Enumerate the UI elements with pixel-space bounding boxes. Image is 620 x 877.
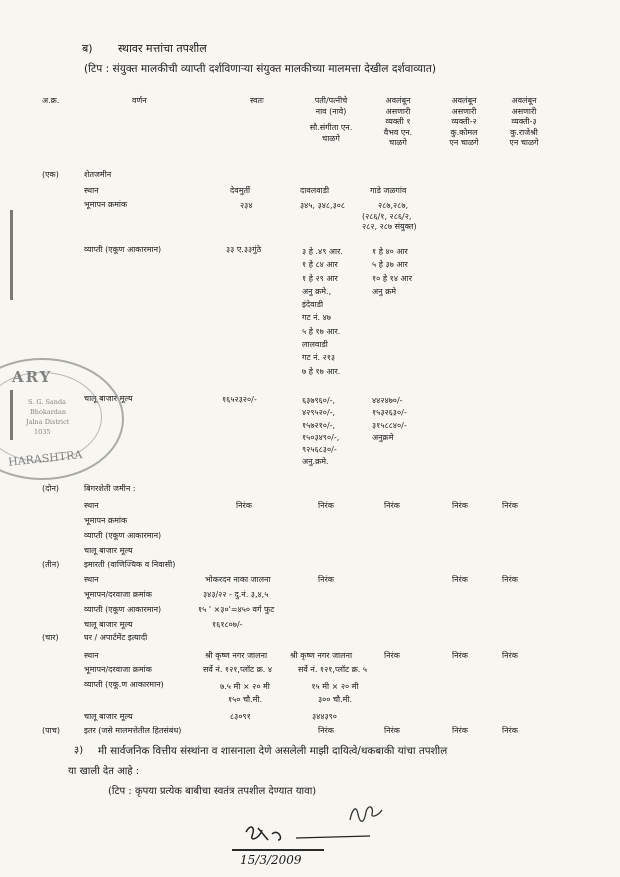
s3-dep3-nil: निरंक [502,575,518,584]
stamp-reg: 1035 [34,428,51,436]
s2-dep3-nil: निरंक [502,501,518,510]
main-signature [238,818,378,852]
s5-spouse-nil: निरंक [318,726,334,735]
s1-label-value: चालू बाजार मूल्य [84,394,133,403]
s4-area-self: ७.५ मी × २० मी १५० चौ.मी. [220,682,270,704]
stamp-place: Bhokardan [30,408,67,416]
s4-label-value: चालू बाजार मूल्य [84,712,133,721]
s4-area-spouse: १५ मी × २० मी ३०० चौ.मी. [311,682,359,704]
s4-dep2-nil: निरंक [452,651,468,660]
s4-place-spouse: श्री कृष्ण नगर जालना [290,651,353,660]
s3-label-survey: भूमापन/दरवाजा क्रमांक [84,590,152,599]
s3-label-area: व्याप्ती (एकूण आकारमान) [84,605,162,614]
stamp-bottom-text: HARASHTRA [7,448,83,469]
s3-value-self: १६१८०७/- [212,620,243,629]
item3-note: (टिप : कृपया प्रत्येक बाबीचा स्वतंत्र तपशील देण्यात यावा) [108,786,317,797]
s1-place-dep1: गाडे जळगांव [370,186,407,195]
s3-label-value: चालू बाजार मूल्य [84,620,133,629]
s2-label-place: स्थान [84,501,99,510]
s3-label-place: स्थान [84,575,99,584]
s3-number: (तीन) [42,560,60,569]
stamp-name: S. G. Sanda [28,398,66,406]
stamp-top-text: ARY [12,368,53,386]
header-dependent-3: अवलंबून असणारी व्यक्ती-३ कु.राजेश्री एन चाळगे [509,96,539,147]
header-self: स्वतः [250,96,264,105]
s2-title: बिगरशेती जमीन : [84,484,136,493]
header-spouse: पती/पत्नीचे नाव (नावे) सौ.संगीता एन. चाळगे [309,96,353,143]
s2-dep1-nil: निरंक [384,501,400,510]
s4-title: घर / अपार्टमेंट इत्यादी [84,633,148,642]
s1-place-spouse: दावलवाडी [300,186,330,195]
section-note: (टिप : संयुक्त मालकीची व्याप्ती दर्शविणाऱ्या संयुक्त मालकीच्या मालमत्ता देखील दर्शवाव्यात) [84,63,436,75]
item3-line2: या खाली देत आहे : [68,766,140,777]
s2-self-nil: निरंक [236,501,252,510]
item3-line1: मी सार्वजनिक वित्तीय संस्थांना व शासनाला देणे असलेली माझी दायित्वे/थकबाकी यांचा तपशील [98,745,448,757]
s1-label-area: व्याप्ती (एकूण आकारमान) [84,245,162,254]
s1-survey-self: २३४ [240,201,253,210]
s4-dep1-nil: निरंक [384,651,400,660]
section-number: ब) [82,42,93,55]
s3-spouse-nil: निरंक [318,575,334,584]
s4-label-place: स्थान [84,651,99,660]
s1-value-dep1: ४४२४७०/- १५३२६३०/- ३१५८८४०/- अनुक्रमे [372,396,407,442]
s5-number: (पाच) [42,726,60,735]
header-dependent-2: अवलंबून असणारी व्यक्ती-२ कु.कोमल एन चाळगे [449,96,479,147]
margin-mark-bottom [10,390,13,440]
s1-value-spouse: ६३७९६०/-, ४२९५२०/-, १५७२१०/-, १५०३४९०/-, ९२५६८३०/- अनु.क्रमे. [302,396,340,467]
s1-title: शेतजमीन [84,170,112,179]
s2-label-value: चालू बाजार मूल्य [84,546,133,555]
s1-value-self: १६५२३२०/- [222,395,257,404]
s3-dep2-nil: निरंक [452,575,468,584]
s1-label-survey: भूमापन क्रमांक [84,200,128,209]
s4-place-self: श्री कृष्ण नगर जालना [205,651,268,660]
header-sr: अ.क्र. [42,96,60,105]
s4-survey-spouse: सर्वे नं. १२१,प्लॉट क्र. ५ [298,665,368,674]
s1-place-self: देवमुर्ती [230,186,251,195]
s1-number: (एक) [42,170,59,179]
s2-label-survey: भूमापन क्रमांक [84,516,128,525]
header-dependent-1: अवलंबून असणारी व्यक्ती १ वैभव एन. चाळगे [383,96,413,147]
stamp-district: Jalna District [26,418,70,426]
item3-number: ३) [74,745,84,756]
s4-label-area: व्याप्ती (एकू.ण आकारमान) [84,680,164,689]
s4-label-survey: भूमापन/दरवाजा क्रमांक [84,665,152,674]
s4-survey-self: सर्वे नं. १२१,प्लॉट क्र. ४ [203,665,273,674]
s3-title: इमारती (वाणिज्यिक व निवासी) [84,560,176,569]
s5-title: इतर (जसे मालमत्तेतील हितसंबंध) [84,726,182,735]
s4-value-self: ८३०९१ [230,712,251,721]
s3-place-self: भोकरदन नाका जालना [205,575,271,584]
s2-number: (दोन) [42,484,60,493]
s1-survey-spouse: ३४५, ३४८,३०८ [300,201,346,210]
signature-date: 15/3/2009 [240,853,302,867]
s4-value-spouse: ३४४३९० [312,712,337,721]
s4-number: (चार) [42,633,59,642]
s4-dep3-nil: निरंक [502,651,518,660]
header-description: वर्णन [132,96,147,105]
s1-label-place: स्थान [84,186,99,195]
s1-area-self: ३३ ए.३३गुंठे [226,245,262,254]
s2-dep2-nil: निरंक [452,501,468,510]
s5-dep2-nil: निरंक [452,726,468,735]
margin-mark-top [10,210,13,300]
s2-spouse-nil: निरंक [318,501,334,510]
s3-survey-self: ३४३/२२ - दु.नं. ३,४,५ [203,590,269,599]
s5-dep3-nil: निरंक [502,726,518,735]
s3-area-self: १५ ' ×३०'=४५० वर्ग फुट [198,605,275,614]
s5-dep1-nil: निरंक [384,726,400,735]
signature-underline [232,849,324,851]
s1-survey-dep1: २८७,२८७, (२८६/१, २८६/२, २८२, २८७ संयुक्त) [362,201,417,231]
s2-label-area: व्याप्ती (एकूण आकारमान) [84,531,162,540]
s1-area-dep1: १ हे ४० आर ५ हे ३७ आर १० हे १४ आर अनु क्रमे [372,247,412,296]
s1-area-spouse: ३ हे .४९ आर. १ हे ८४ आर १ हे २९ आर अनु क्रमे., इंदेवाडी गट नं. ४७ ५ हे १७ आर. लालवाडी गट नं. २१३ ७ हे १७ आर. [302,247,343,376]
section-title: स्थावर मत्तांचा तपशील [118,42,207,55]
